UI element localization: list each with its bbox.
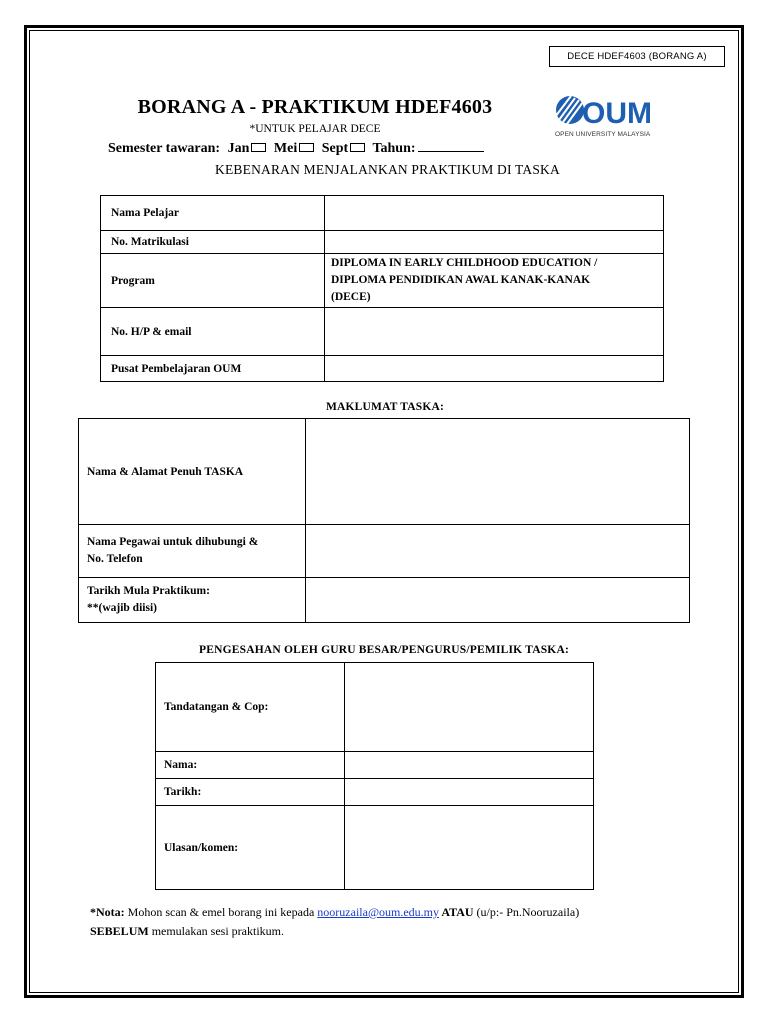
program-line: DIPLOMA IN EARLY CHILDHOOD EDUCATION /	[331, 257, 598, 269]
taska-info-table	[78, 418, 690, 623]
row-label: Pusat Pembelajaran OUM	[101, 356, 325, 382]
phone-email-field[interactable]	[325, 308, 664, 356]
taska-heading: MAKLUMAT TASKA:	[325, 401, 445, 413]
taska-name-address-field[interactable]	[306, 419, 690, 525]
semester-option-sept: Sept	[321, 141, 349, 156]
program-line: DIPLOMA PENDIDIKAN AWAL KANAK-KANAK	[331, 274, 591, 286]
note-paragraph	[90, 903, 710, 941]
matric-number-field[interactable]	[325, 231, 664, 254]
table-row	[79, 578, 690, 623]
oum-wordmark: OUM	[582, 97, 652, 130]
row-label: Nama Pelajar	[101, 196, 325, 231]
note-text: memulakan sesi praktikum.	[148, 924, 284, 938]
year-input-line[interactable]	[418, 141, 484, 152]
program-value	[325, 254, 664, 308]
label-line: No. Telefon	[87, 553, 143, 565]
semester-mei-checkbox[interactable]	[299, 143, 314, 152]
note-prefix: *Nota:	[90, 905, 125, 919]
row-label: Tarikh:	[156, 779, 345, 806]
note-text: Mohon scan & emel borang ini kepada	[124, 905, 318, 919]
row-label: Ulasan/komen:	[156, 806, 345, 890]
comments-field[interactable]	[345, 806, 594, 890]
permission-heading: KEBENARAN MENJALANKAN PRAKTIKUM DI TASKA	[215, 162, 560, 177]
row-label: No. H/P & email	[101, 308, 325, 356]
form-subtitle: *UNTUK PELAJAR DECE	[249, 123, 381, 135]
semester-option-mei: Mei	[273, 141, 298, 156]
approval-heading: PENGESAHAN OLEH GURU BESAR/PENGURUS/PEMILIK TASKA:	[199, 644, 569, 656]
row-label: Tandatangan & Cop:	[156, 663, 345, 752]
form-title: BORANG A - PRAKTIKUM HDEF4603	[137, 96, 493, 118]
table-row	[101, 231, 664, 254]
oum-tagline: OPEN UNIVERSITY MALAYSIA	[555, 131, 651, 138]
table-row	[79, 525, 690, 578]
table-row	[101, 254, 664, 308]
table-row	[156, 663, 594, 752]
table-row	[156, 806, 594, 890]
semester-label: Semester tawaran:	[108, 141, 221, 156]
year-label: Tahun:	[372, 141, 416, 156]
start-date-field[interactable]	[306, 578, 690, 623]
note-text: (u/p:- Pn.Nooruzaila)	[473, 905, 580, 919]
form-code-box: DECE HDEF4603 (BORANG A)	[549, 46, 725, 67]
note-sebelum: SEBELUM	[90, 924, 149, 938]
row-label	[79, 525, 306, 578]
oum-logo-icon	[555, 96, 584, 124]
email-link[interactable]: nooruzaila@oum.edu.my	[317, 905, 439, 919]
semester-sept-checkbox[interactable]	[350, 143, 365, 152]
contact-officer-field[interactable]	[306, 525, 690, 578]
student-name-field[interactable]	[325, 196, 664, 231]
label-line: Nama Pegawai untuk dihubungi &	[87, 536, 259, 548]
note-atau: ATAU	[438, 905, 474, 919]
row-label: Nama:	[156, 752, 345, 779]
learning-centre-field[interactable]	[325, 356, 664, 382]
program-line: (DECE)	[331, 291, 371, 303]
student-info-table	[100, 195, 664, 382]
row-label: No. Matrikulasi	[101, 231, 325, 254]
table-row	[156, 752, 594, 779]
table-row	[79, 419, 690, 525]
signature-stamp-field[interactable]	[345, 663, 594, 752]
approver-name-field[interactable]	[345, 752, 594, 779]
table-row	[101, 356, 664, 382]
approval-date-field[interactable]	[345, 779, 594, 806]
label-line: Tarikh Mula Praktikum:	[87, 585, 210, 597]
semester-option-jan: Jan	[227, 141, 250, 156]
semester-jan-checkbox[interactable]	[251, 143, 266, 152]
row-label: Program	[101, 254, 325, 308]
semester-row	[108, 141, 484, 157]
row-label: Nama & Alamat Penuh TASKA	[79, 419, 306, 525]
row-label	[79, 578, 306, 623]
table-row	[101, 196, 664, 231]
label-line: **(wajib diisi)	[87, 602, 157, 614]
table-row	[156, 779, 594, 806]
table-row	[101, 308, 664, 356]
approval-table	[155, 662, 594, 890]
